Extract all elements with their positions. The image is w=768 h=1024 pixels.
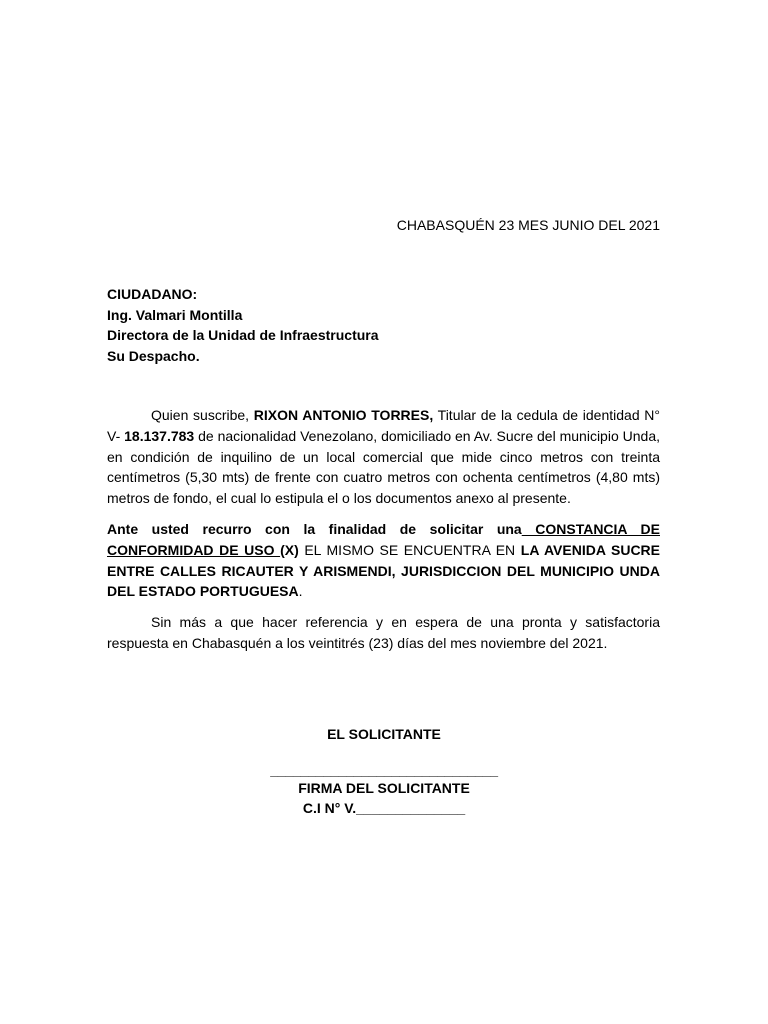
recipient-name: Ing. Valmari Montilla: [107, 306, 243, 323]
signer-label: EL SOLICITANTE: [327, 726, 441, 742]
request-location: LA AVENIDA SUCRE ENTRE CALLES RICAUTER Y ARISMENDI, JURISDICCION DEL MUNICIPIO UNDA DEL ESTADO PORTUGUESA: [107, 541, 661, 600]
paragraph-requester: [107, 405, 660, 509]
recipient-closing: Su Despacho.: [107, 347, 200, 364]
recipient-position: Directora de la Unidad de Infraestructura: [107, 327, 379, 343]
paragraph-intro: Quien suscribe,: [151, 407, 254, 423]
recipient-block: [107, 284, 379, 366]
request-middle: EL MISMO SE ENCUENTRA EN: [298, 541, 521, 558]
paragraph-text-a: Titular de la cedula de identidad N° V-: [107, 407, 660, 444]
request-lead: Ante usted recurro con la finalidad de solicitar una: [107, 520, 522, 537]
request-constancia: CONSTANCIA DE CONFORMIDAD DE USO: [107, 520, 660, 558]
signature-title: FIRMA DEL SOLICITANTE: [298, 780, 470, 796]
letter-body: [107, 405, 660, 654]
paragraph-request: [107, 519, 660, 602]
request-end: .: [298, 583, 303, 600]
requester-name: RIXON ANTONIO TORRES,: [253, 407, 434, 423]
paragraph-text-b: de nacionalidad Venezolano, domiciliado en Av. Sucre del municipio Unda, en condición de inquilino de un local comercial que mide cinco metros con treinta centímetros (5,30 mts) de frente con cuatro metros con ochenta centímetros (4,80 mts) metros de fondo, el cual lo estipula el o los documentos anexo al presente.: [107, 427, 660, 507]
signature-line: ______________________________: [270, 762, 498, 778]
id-field: C.I N° V.______________: [302, 800, 466, 816]
recipient-salutation: CIUDADANO:: [107, 286, 198, 302]
paragraph-closing: Sin más a que hacer referencia y en espera de una pronta y satisfactoria respuesta en Chabasquén a los veintitrés (23) días del mes noviembre del 2021.: [107, 614, 660, 651]
document-date: CHABASQUÉN 23 MES JUNIO DEL 2021: [396, 217, 660, 233]
requester-id-number: 18.137.783: [124, 427, 195, 444]
request-mark: (X): [280, 541, 299, 558]
